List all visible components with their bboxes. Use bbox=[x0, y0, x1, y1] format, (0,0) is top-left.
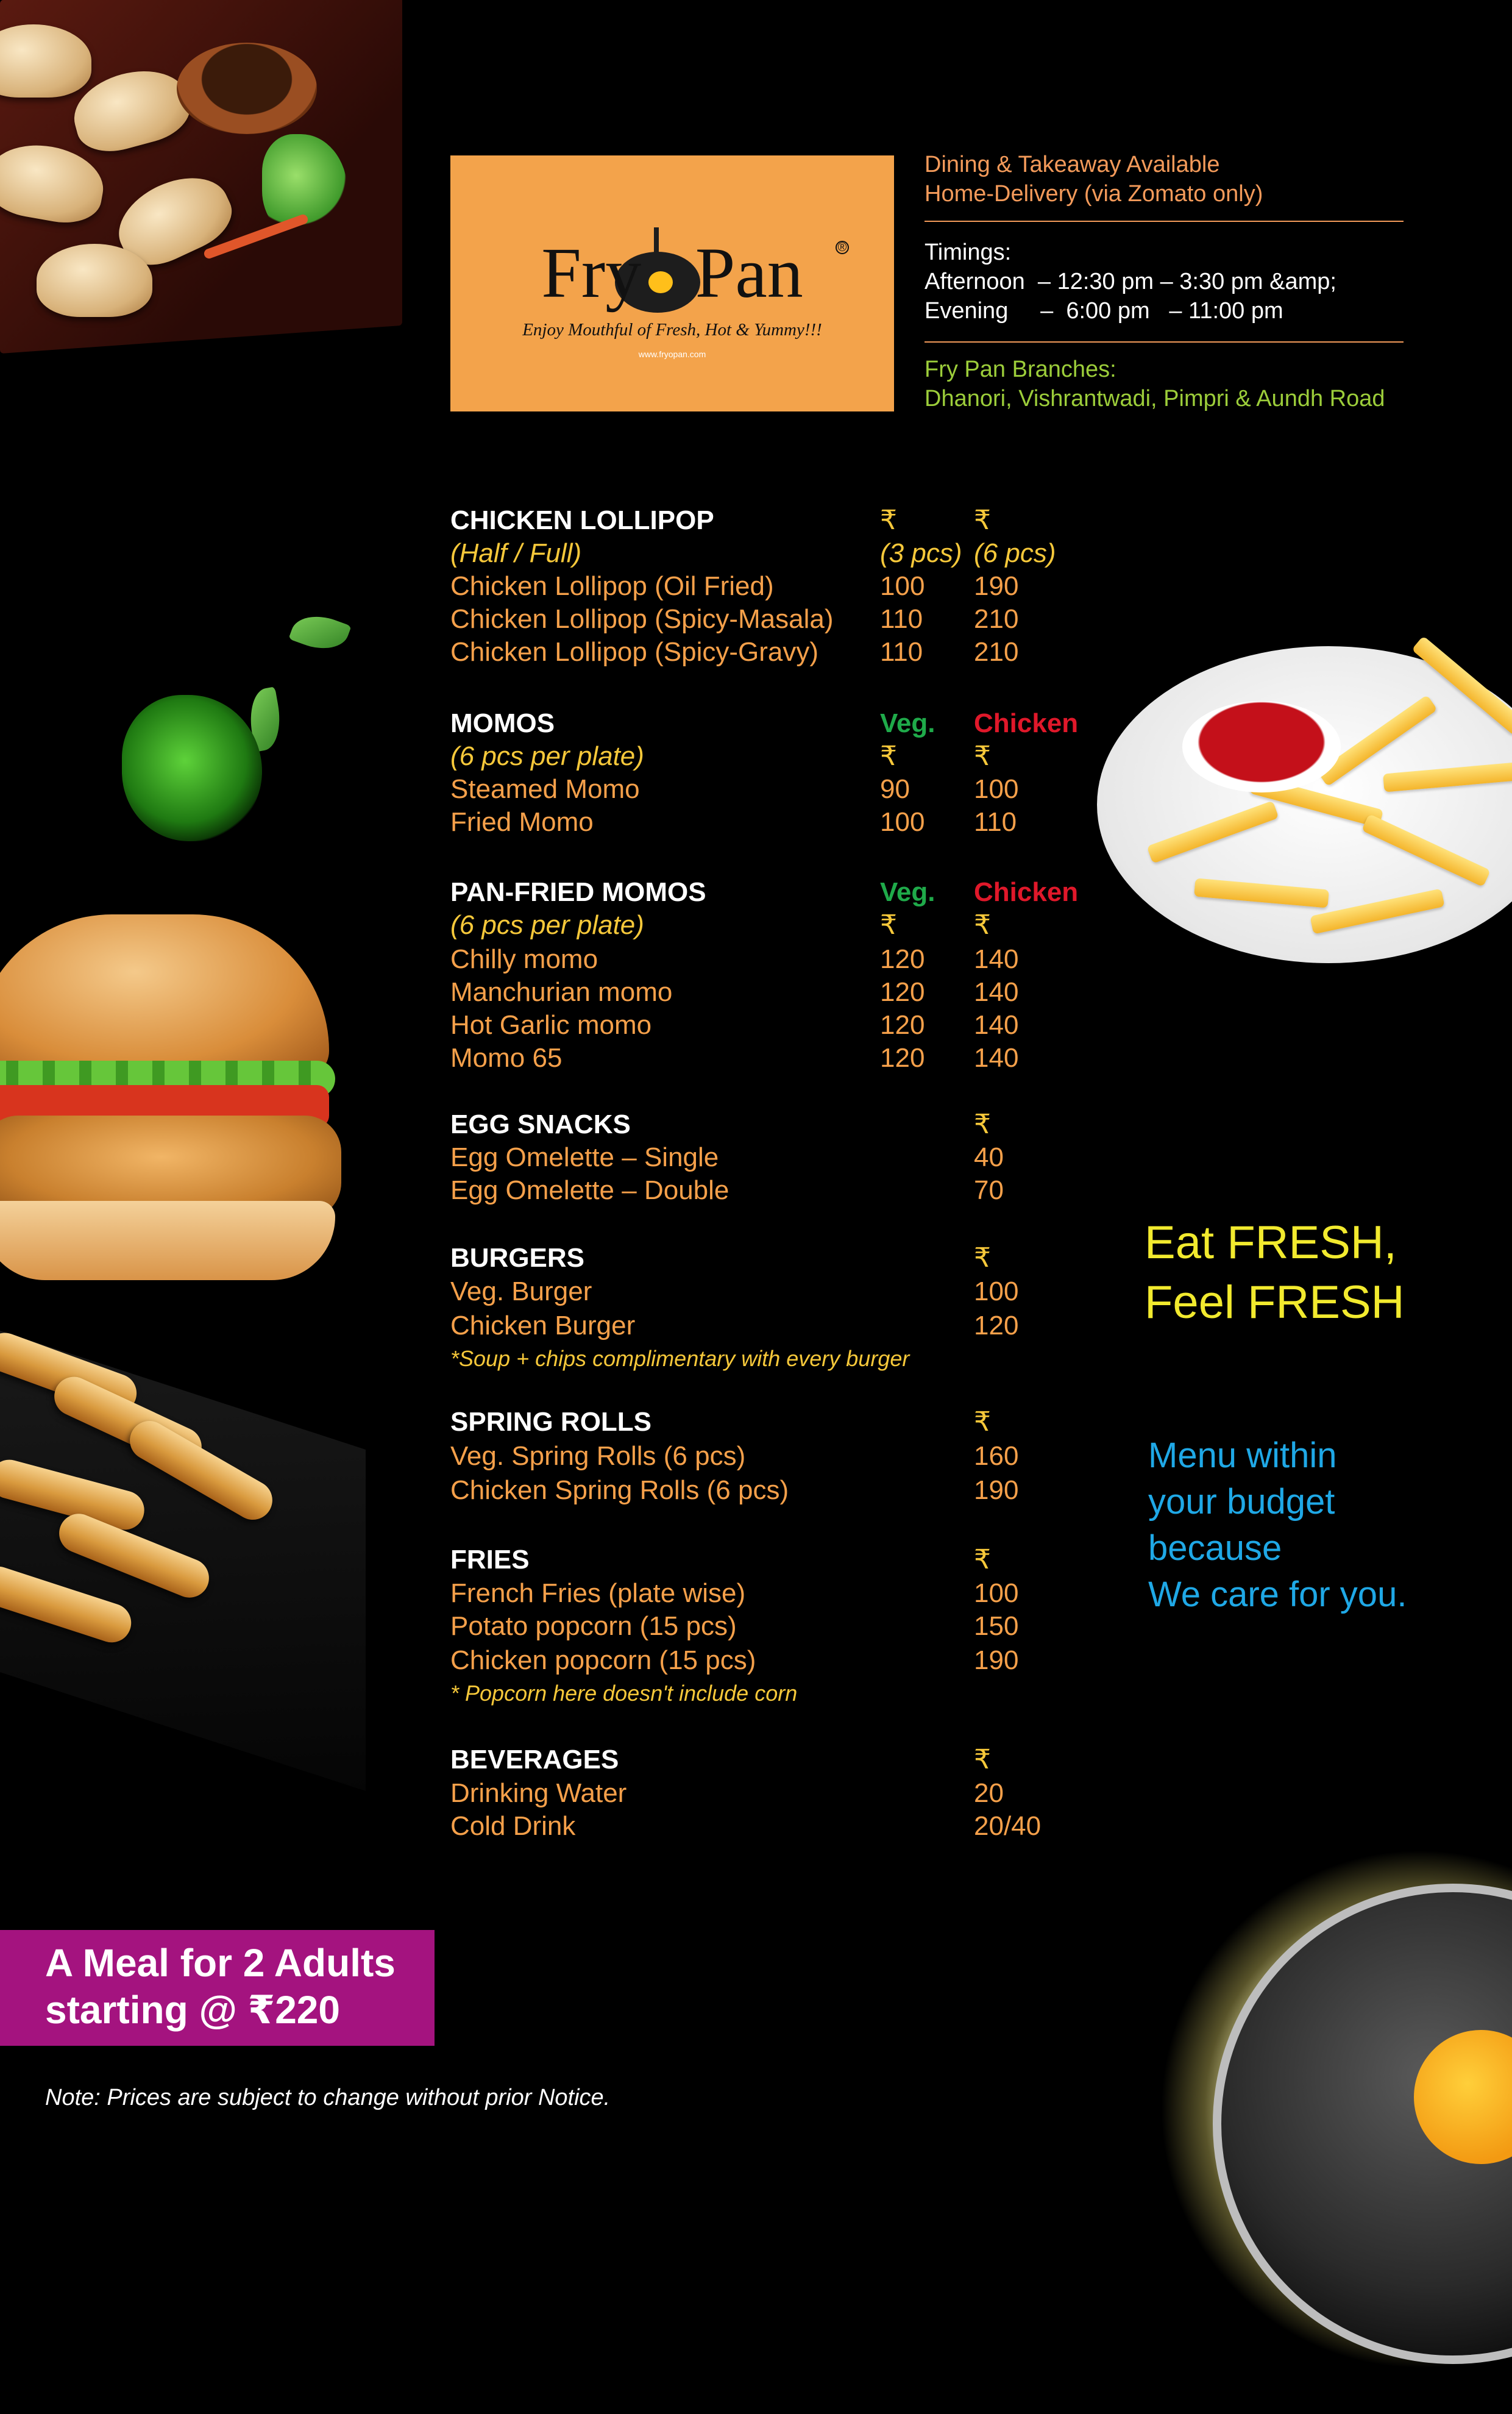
section-subheading: (6 pcs per plate) bbox=[450, 741, 644, 771]
branches-title: Fry Pan Branches: bbox=[925, 357, 1116, 382]
brand-tagline: Enjoy Mouthful of Fresh, Hot & Yummy!!! bbox=[522, 320, 822, 340]
service-line: Home-Delivery (via Zomato only) bbox=[925, 181, 1263, 207]
section-subheading: (6 pcs per plate) bbox=[450, 910, 644, 940]
section-note: *Soup + chips complimentary with every burger bbox=[450, 1346, 910, 1371]
section-heading: MOMOS bbox=[450, 708, 555, 738]
menu-item-price: 140 bbox=[974, 1043, 1019, 1073]
rupee-icon: ₹ bbox=[880, 741, 897, 771]
menu-item-price: 90 bbox=[880, 774, 910, 804]
menu-item-name: Chicken Lollipop (Spicy-Gravy) bbox=[450, 637, 818, 667]
menu-item-price: 110 bbox=[880, 604, 923, 634]
menu-item-name: Momo 65 bbox=[450, 1043, 563, 1073]
timing-afternoon: Afternoon – 12:30 pm – 3:30 pm &amp; bbox=[925, 269, 1336, 294]
menu-item-name: Veg. Burger bbox=[450, 1276, 592, 1306]
price-disclaimer: Note: Prices are subject to change without prior Notice. bbox=[45, 2085, 611, 2110]
menu-item-name: Chicken Lollipop (Oil Fried) bbox=[450, 571, 774, 601]
meal-offer-line: starting @ ₹220 bbox=[45, 1988, 340, 2032]
service-info bbox=[925, 150, 1263, 208]
menu-item-price: 100 bbox=[974, 1578, 1019, 1608]
ketchup-bowl bbox=[1182, 701, 1341, 792]
menu-item-price: 150 bbox=[974, 1611, 1019, 1641]
rupee-icon: ₹ bbox=[974, 1109, 991, 1139]
divider bbox=[925, 341, 1404, 343]
menu-item-price: 120 bbox=[974, 1311, 1019, 1341]
timing-evening: Evening – 6:00 pm – 11:00 pm bbox=[925, 298, 1283, 324]
menu-item-price: 190 bbox=[974, 1645, 1019, 1675]
menu-item-name: Egg Omelette – Single bbox=[450, 1142, 719, 1172]
menu-item-price: 210 bbox=[974, 637, 1019, 667]
chicken-column-label: Chicken bbox=[974, 708, 1079, 738]
menu-item-price: 210 bbox=[974, 604, 1019, 634]
brand-website: www.fryopan.com bbox=[638, 349, 706, 359]
menu-item-name: Egg Omelette – Double bbox=[450, 1175, 729, 1205]
menu-item-name: Chilly momo bbox=[450, 944, 598, 974]
menu-item-name: Chicken Lollipop (Spicy-Masala) bbox=[450, 604, 834, 634]
chicken-column-label: Chicken bbox=[974, 877, 1079, 907]
meal-offer-text bbox=[45, 1940, 396, 2034]
coriander-bunch bbox=[122, 695, 262, 841]
burger-bun-top bbox=[0, 914, 329, 1079]
divider bbox=[925, 221, 1404, 222]
burger-bun-bottom bbox=[0, 1201, 335, 1280]
brand-name: Fry Pan bbox=[541, 233, 803, 313]
menu-item-price: 100 bbox=[974, 1276, 1019, 1306]
rupee-icon: ₹ bbox=[974, 1745, 991, 1775]
menu-item-price: 110 bbox=[974, 807, 1017, 837]
menu-item-name: French Fries (plate wise) bbox=[450, 1578, 746, 1608]
section-heading: EGG SNACKS bbox=[450, 1109, 631, 1139]
rupee-icon: ₹ bbox=[880, 505, 897, 535]
column-label: (6 pcs) bbox=[974, 538, 1056, 568]
trademark-icon: ® bbox=[836, 241, 849, 254]
branches-list: Dhanori, Vishrantwadi, Pimpri & Aundh Road bbox=[925, 386, 1385, 411]
menu-item-name: Fried Momo bbox=[450, 807, 594, 837]
rupee-icon: ₹ bbox=[974, 1407, 991, 1437]
slogan-line: because bbox=[1148, 1528, 1282, 1568]
menu-item-name: Hot Garlic momo bbox=[450, 1010, 652, 1040]
menu-item-name: Cold Drink bbox=[450, 1811, 576, 1841]
menu-item-price: 120 bbox=[880, 1043, 925, 1073]
section-heading: PAN-FRIED MOMOS bbox=[450, 877, 706, 907]
eat-fresh-slogan bbox=[1145, 1213, 1405, 1333]
menu-item-price: 40 bbox=[974, 1142, 1004, 1172]
sauce-bowl bbox=[177, 43, 317, 134]
menu-item-name: Manchurian momo bbox=[450, 977, 673, 1007]
menu-item-price: 100 bbox=[880, 571, 925, 601]
slogan-line: your budget bbox=[1148, 1482, 1335, 1522]
veg-column-label: Veg. bbox=[880, 877, 935, 907]
slogan-line: Menu within bbox=[1148, 1436, 1337, 1475]
section-heading: BEVERAGES bbox=[450, 1745, 619, 1775]
menu-item-name: Veg. Spring Rolls (6 pcs) bbox=[450, 1441, 746, 1471]
menu-item-price: 140 bbox=[974, 1010, 1019, 1040]
menu-item-price: 100 bbox=[880, 807, 925, 837]
section-heading: SPRING ROLLS bbox=[450, 1407, 652, 1437]
service-line: Dining & Takeaway Available bbox=[925, 152, 1220, 177]
menu-item-name: Chicken Spring Rolls (6 pcs) bbox=[450, 1475, 789, 1505]
menu-item-price: 100 bbox=[974, 774, 1019, 804]
timings-title: Timings: bbox=[925, 240, 1012, 265]
rupee-icon: ₹ bbox=[974, 1545, 991, 1575]
basil-leaf bbox=[288, 607, 351, 657]
menu-item-price: 120 bbox=[880, 944, 925, 974]
budget-slogan bbox=[1148, 1433, 1407, 1618]
menu-item-price: 120 bbox=[880, 977, 925, 1007]
menu-item-name: Chicken Burger bbox=[450, 1311, 636, 1341]
logo-box bbox=[450, 155, 894, 411]
veg-column-label: Veg. bbox=[880, 708, 935, 738]
rupee-icon: ₹ bbox=[880, 910, 897, 940]
slogan-line: We care for you. bbox=[1148, 1575, 1407, 1614]
slogan-line: Feel FRESH bbox=[1145, 1276, 1405, 1328]
menu-item-name: Potato popcorn (15 pcs) bbox=[450, 1611, 737, 1641]
menu-item-price: 70 bbox=[974, 1175, 1004, 1205]
menu-item-price: 20 bbox=[974, 1778, 1004, 1808]
menu-item-name: Drinking Water bbox=[450, 1778, 627, 1808]
meal-offer-line: A Meal for 2 Adults bbox=[45, 1941, 396, 1985]
momo-dumpling bbox=[37, 244, 152, 317]
menu-item-price: 190 bbox=[974, 571, 1019, 601]
branches-info bbox=[925, 355, 1385, 413]
timings-info bbox=[925, 238, 1336, 326]
menu-item-price: 120 bbox=[880, 1010, 925, 1040]
menu-item-price: 110 bbox=[880, 637, 923, 667]
section-heading: CHICKEN LOLLIPOP bbox=[450, 505, 714, 535]
column-label: (3 pcs) bbox=[880, 538, 962, 568]
menu-item-price: 190 bbox=[974, 1475, 1019, 1505]
rupee-icon: ₹ bbox=[974, 505, 991, 535]
section-subheading: (Half / Full) bbox=[450, 538, 582, 568]
menu-item-price: 140 bbox=[974, 944, 1019, 974]
rupee-icon: ₹ bbox=[974, 1243, 991, 1273]
menu-item-price: 160 bbox=[974, 1441, 1019, 1471]
menu-item-name: Chicken popcorn (15 pcs) bbox=[450, 1645, 756, 1675]
menu-item-name: Steamed Momo bbox=[450, 774, 640, 804]
section-note: * Popcorn here doesn't include corn bbox=[450, 1681, 798, 1706]
menu-item-price: 140 bbox=[974, 977, 1019, 1007]
slogan-line: Eat FRESH, bbox=[1145, 1217, 1397, 1269]
section-heading: FRIES bbox=[450, 1545, 530, 1575]
section-heading: BURGERS bbox=[450, 1243, 585, 1273]
rupee-icon: ₹ bbox=[974, 741, 991, 771]
menu-item-price: 20/40 bbox=[974, 1811, 1042, 1841]
rupee-icon: ₹ bbox=[974, 910, 991, 940]
